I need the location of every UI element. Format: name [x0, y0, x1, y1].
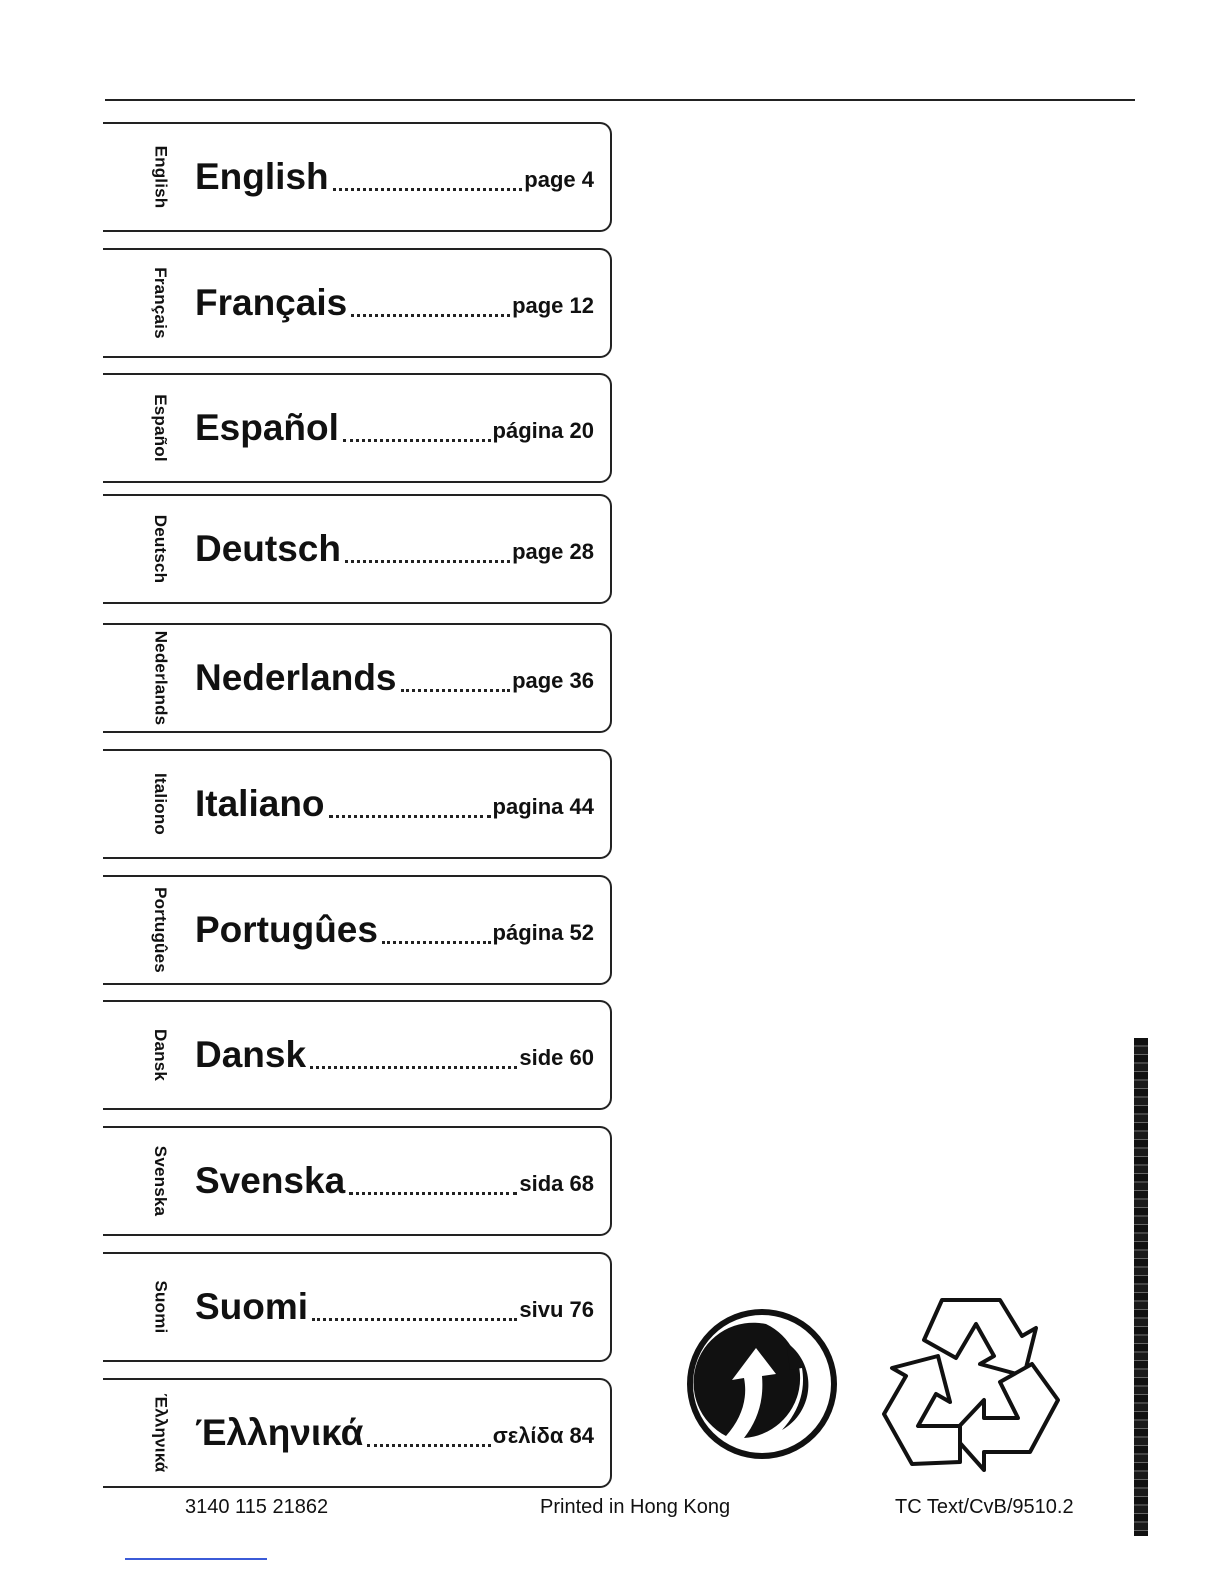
toc-entry-portugues[interactable]: [103, 875, 612, 985]
side-tab-label: Έλληνικά: [151, 1393, 171, 1473]
page-reference: sivu 76: [519, 1297, 594, 1322]
language-name: Έλληνικά: [195, 1412, 364, 1453]
page-reference: σελίδα 84: [492, 1423, 594, 1448]
dot-leader: [367, 1444, 490, 1447]
toc-entry-suomi[interactable]: [103, 1252, 612, 1362]
page-reference: página 52: [492, 920, 594, 945]
side-tab-label: Español: [151, 394, 170, 462]
language-name: Suomi: [195, 1286, 309, 1327]
dot-leader: [349, 1192, 517, 1195]
dot-leader: [343, 439, 491, 442]
printed-in-text: Printed in Hong Kong: [540, 1496, 731, 1518]
side-tab-label: English: [151, 145, 171, 209]
page-reference: page 28: [512, 539, 594, 564]
side-tab-label: Svenska: [151, 1145, 170, 1217]
toc-entry-italiano[interactable]: [103, 749, 612, 859]
toc-entry-dansk[interactable]: [103, 1000, 612, 1110]
side-tab-label: Deutsch: [151, 514, 171, 584]
toc-entry-francais[interactable]: [103, 248, 612, 358]
dot-leader: [329, 815, 491, 818]
language-name: Nederlands: [195, 657, 397, 698]
side-tab-label: Suomi: [151, 1280, 171, 1334]
scan-edge-bar: [1134, 1038, 1148, 1536]
dot-leader: [351, 314, 510, 317]
language-name: Svenska: [195, 1160, 346, 1201]
dot-leader: [382, 941, 491, 944]
side-tab-label: Dansk: [151, 1028, 170, 1082]
side-tab-label: Italiono: [151, 772, 171, 836]
page-reference: pagina 44: [492, 794, 594, 819]
dot-leader: [345, 560, 510, 563]
part-number: 3140 115 21862: [185, 1496, 329, 1518]
toc-entry-english[interactable]: [103, 122, 612, 232]
dot-leader: [312, 1318, 517, 1321]
toc-entry-nederlands[interactable]: [103, 623, 612, 733]
recycle-icon: [872, 1290, 1072, 1480]
top-rule: [105, 99, 1135, 101]
dot-leader: [401, 689, 511, 692]
language-name: Portugûes: [195, 909, 378, 950]
toc-entry-deutsch[interactable]: [103, 494, 612, 604]
blue-underline: [125, 1558, 267, 1560]
language-name: Français: [195, 282, 348, 323]
toc-entry-espanol[interactable]: [103, 373, 612, 483]
language-name: Deutsch: [195, 528, 341, 569]
language-name: Italiano: [195, 783, 325, 824]
language-name: Español: [195, 407, 339, 448]
dot-leader: [310, 1066, 517, 1069]
page-reference: page 4: [524, 167, 594, 192]
document-code: TC Text/CvB/9510.2: [895, 1496, 1074, 1518]
green-dot-icon: [686, 1308, 838, 1460]
language-name: Dansk: [195, 1034, 307, 1075]
page-reference: página 20: [492, 418, 594, 443]
side-tab-label: Nederlands: [151, 630, 170, 726]
page-reference: page 36: [512, 668, 594, 693]
page-reference: side 60: [519, 1045, 594, 1070]
side-tab-label: Français: [151, 267, 170, 339]
toc-entry-svenska[interactable]: [103, 1126, 612, 1236]
toc-entry-ellinika[interactable]: [103, 1378, 612, 1488]
page-reference: page 12: [512, 293, 594, 318]
page-reference: sida 68: [519, 1171, 594, 1196]
language-name: English: [195, 156, 329, 197]
side-tab-label: Portugûes: [151, 887, 170, 973]
dot-leader: [333, 188, 523, 191]
